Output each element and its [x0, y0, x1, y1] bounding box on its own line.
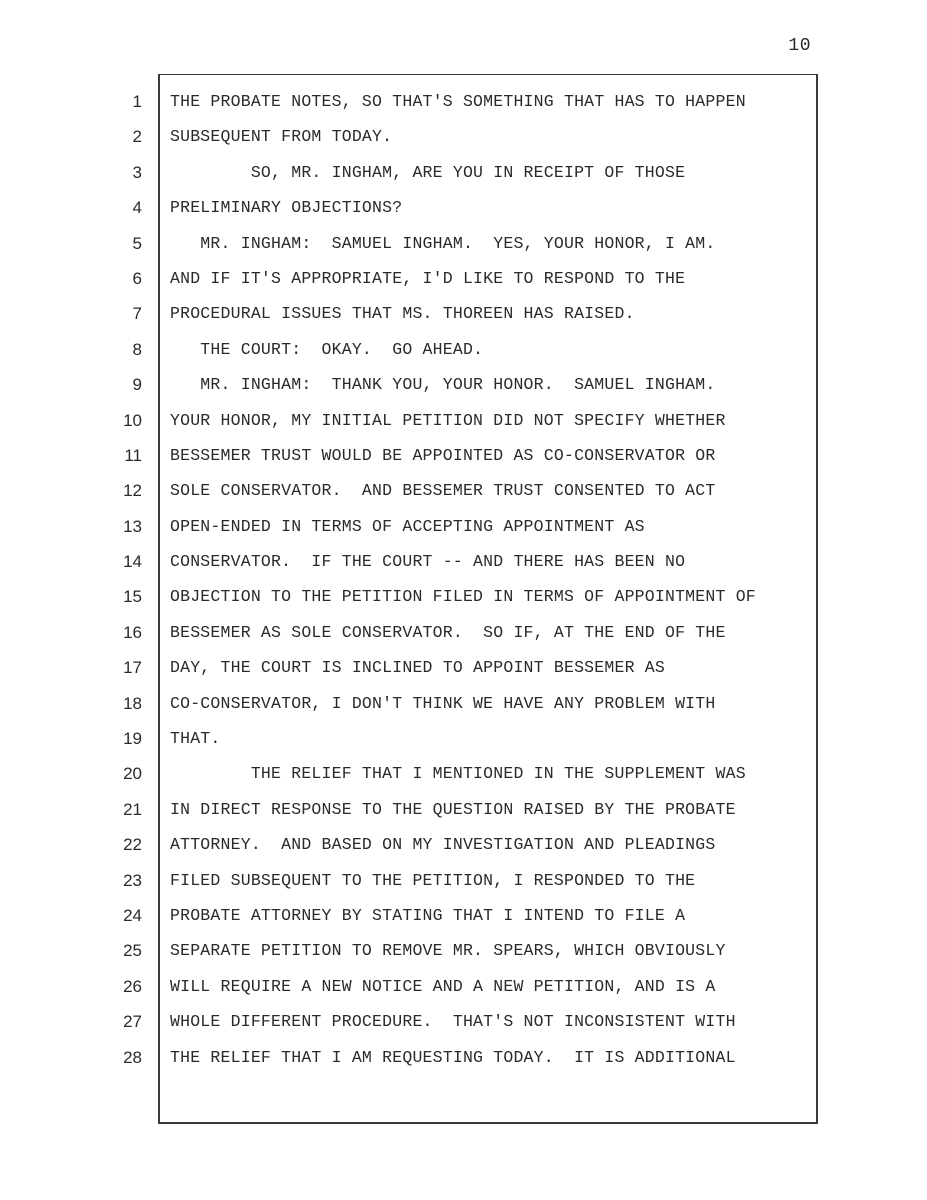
line-text: CONSERVATOR. IF THE COURT -- AND THERE HAS BEEN NO	[170, 552, 686, 572]
transcript-line	[0, 190, 927, 225]
transcript-line	[0, 969, 927, 1004]
line-text: THE RELIEF THAT I AM REQUESTING TODAY. IT IS ADDITIONAL	[170, 1047, 736, 1067]
line-text: OPEN-ENDED IN TERMS OF ACCEPTING APPOINTMENT AS	[170, 516, 645, 536]
transcript-line	[0, 898, 927, 933]
transcript-line	[0, 403, 927, 438]
line-text: ATTORNEY. AND BASED ON MY INVESTIGATION AND PLEADINGS	[170, 835, 716, 855]
line-text: BESSEMER AS SOLE CONSERVATOR. SO IF, AT THE END OF THE	[170, 622, 726, 642]
line-number: 5	[132, 233, 142, 253]
transcript-line	[0, 615, 927, 650]
line-text: FILED SUBSEQUENT TO THE PETITION, I RESPONDED TO THE	[170, 870, 696, 890]
line-number: 13	[123, 516, 142, 536]
line-number: 26	[123, 976, 142, 996]
line-number: 12	[123, 481, 142, 501]
line-number: 2	[132, 127, 142, 147]
transcript-line	[0, 226, 927, 261]
line-number: 3	[132, 162, 142, 182]
transcript-line	[0, 296, 927, 331]
line-number: 19	[123, 729, 142, 749]
line-text: CO-CONSERVATOR, I DON'T THINK WE HAVE ANY PROBLEM WITH	[170, 693, 716, 713]
line-text: IN DIRECT RESPONSE TO THE QUESTION RAISED BY THE PROBATE	[170, 799, 736, 819]
transcript-line	[0, 756, 927, 791]
line-number: 23	[123, 870, 142, 890]
line-number: 28	[123, 1047, 142, 1067]
line-number: 14	[123, 552, 142, 572]
transcript-line	[0, 473, 927, 508]
transcript-line	[0, 721, 927, 756]
line-number: 17	[123, 658, 142, 678]
line-text: AND IF IT'S APPROPRIATE, I'D LIKE TO RESPOND TO THE	[170, 268, 686, 288]
line-text: WILL REQUIRE A NEW NOTICE AND A NEW PETITION, AND IS A	[170, 976, 716, 996]
line-text: THE PROBATE NOTES, SO THAT'S SOMETHING THAT HAS TO HAPPEN	[170, 92, 746, 111]
line-number: 20	[123, 764, 142, 784]
transcript-line	[0, 367, 927, 402]
transcript-line	[0, 650, 927, 685]
transcript-lines	[0, 84, 927, 1075]
transcript-line	[0, 332, 927, 367]
transcript-line	[0, 827, 927, 862]
line-text: MR. INGHAM: SAMUEL INGHAM. YES, YOUR HONOR, I AM.	[170, 233, 716, 253]
line-number: 6	[132, 268, 142, 288]
line-number: 21	[123, 799, 142, 819]
line-text: YOUR HONOR, MY INITIAL PETITION DID NOT SPECIFY WHETHER	[170, 410, 726, 430]
line-text: PROBATE ATTORNEY BY STATING THAT I INTEND TO FILE A	[170, 905, 686, 925]
line-text: PRELIMINARY OBJECTIONS?	[170, 198, 403, 218]
line-number: 22	[123, 835, 142, 855]
line-number: 7	[132, 304, 142, 324]
line-text: THE RELIEF THAT I MENTIONED IN THE SUPPLEMENT WAS	[170, 764, 746, 784]
transcript-line	[0, 84, 927, 119]
line-number: 16	[123, 622, 142, 642]
line-text: SEPARATE PETITION TO REMOVE MR. SPEARS, WHICH OBVIOUSLY	[170, 941, 726, 961]
transcript-line	[0, 792, 927, 827]
transcript-line	[0, 438, 927, 473]
line-text: SUBSEQUENT FROM TODAY.	[170, 127, 393, 147]
line-number: 27	[123, 1012, 142, 1032]
line-text: MR. INGHAM: THANK YOU, YOUR HONOR. SAMUEL INGHAM.	[170, 375, 716, 395]
transcript-line	[0, 579, 927, 614]
line-text: SOLE CONSERVATOR. AND BESSEMER TRUST CONSENTED TO ACT	[170, 481, 716, 501]
transcript-line	[0, 1004, 927, 1039]
transcript-line	[0, 155, 927, 190]
line-number: 11	[124, 445, 142, 465]
transcript-line	[0, 863, 927, 898]
line-text: PROCEDURAL ISSUES THAT MS. THOREEN HAS RAISED.	[170, 304, 635, 324]
line-number: 1	[132, 92, 142, 111]
line-text: WHOLE DIFFERENT PROCEDURE. THAT'S NOT INCONSISTENT WITH	[170, 1012, 736, 1032]
line-text: THAT.	[170, 729, 221, 749]
line-number: 25	[123, 941, 142, 961]
page-number: 10	[788, 36, 811, 56]
line-number: 4	[132, 198, 142, 218]
line-number: 9	[132, 375, 142, 395]
transcript-line	[0, 509, 927, 544]
line-text: THE COURT: OKAY. GO AHEAD.	[170, 339, 484, 359]
line-text: SO, MR. INGHAM, ARE YOU IN RECEIPT OF THOSE	[170, 162, 686, 182]
line-number: 8	[132, 339, 142, 359]
transcript-line	[0, 119, 927, 154]
line-number: 18	[123, 693, 142, 713]
line-text: BESSEMER TRUST WOULD BE APPOINTED AS CO-CONSERVATOR OR	[170, 445, 716, 465]
line-text: OBJECTION TO THE PETITION FILED IN TERMS OF APPOINTMENT OF	[170, 587, 756, 607]
line-number: 15	[123, 587, 142, 607]
transcript-line	[0, 933, 927, 968]
line-number: 24	[123, 905, 142, 925]
transcript-line	[0, 686, 927, 721]
transcript-line	[0, 1040, 927, 1075]
transcript-line	[0, 544, 927, 579]
line-text: DAY, THE COURT IS INCLINED TO APPOINT BESSEMER AS	[170, 658, 665, 678]
transcript-line	[0, 261, 927, 296]
line-number: 10	[123, 410, 142, 430]
